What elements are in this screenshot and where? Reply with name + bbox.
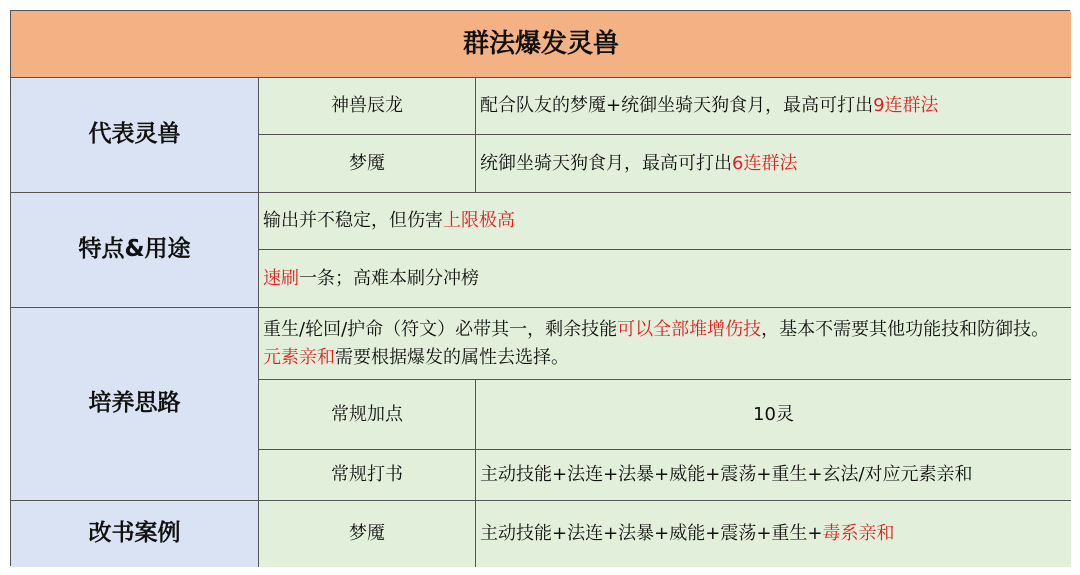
pet-name-chenlong: 神兽辰龙 [259, 78, 476, 135]
books-label: 常规打书 [259, 450, 476, 501]
pet-guide-table [10, 10, 1070, 566]
pet-desc-mengyan [476, 135, 1071, 193]
case-pet-name: 梦魇 [259, 501, 476, 567]
desc-text: 需要根据爆发的属性去选择。 [335, 346, 569, 368]
desc-text: 重生/轮回/护命（符文）必带其一，剩余技能 [263, 318, 618, 340]
features-line-2 [259, 250, 1071, 308]
highlight-text: 上限极高 [443, 210, 515, 232]
desc-text: ，基本不需要其他功能技和防御技。 [761, 318, 1050, 340]
category-features: 特点&用途 [11, 193, 259, 308]
highlight-text: 速刷 [263, 267, 299, 289]
highlight-text: 6连群法 [732, 152, 798, 174]
highlight-text: 可以全部堆增伤技 [617, 318, 762, 340]
case-value [476, 501, 1071, 567]
features-line-1 [259, 193, 1071, 250]
category-training: 培养思路 [11, 308, 259, 501]
highlight-text: 元素亲和 [263, 346, 335, 368]
desc-text: 统御坐骑天狗食月，最高可打出 [480, 152, 732, 174]
table-title: 群法爆发灵兽 [11, 11, 1071, 78]
training-description [259, 308, 1071, 380]
pet-desc-chenlong [476, 78, 1071, 135]
desc-text: 配合队友的梦魇+统御坐骑天狗食月，最高可打出 [480, 95, 874, 117]
points-label: 常规加点 [259, 380, 476, 450]
highlight-text: 9连群法 [873, 95, 939, 117]
desc-text: 输出并不稳定，但伤害 [263, 210, 443, 232]
books-value: 主动技能+法连+法暴+威能+震荡+重生+玄法/对应元素亲和 [476, 450, 1071, 501]
highlight-text: 毒系亲和 [822, 523, 895, 545]
pet-name-mengyan: 梦魇 [259, 135, 476, 193]
category-case: 改书案例 [11, 501, 259, 567]
desc-text: 主动技能+法连+法暴+威能+震荡+重生+ [480, 523, 823, 545]
category-representative: 代表灵兽 [11, 78, 259, 193]
desc-text: 一条；高难本刷分冲榜 [299, 267, 479, 289]
points-value: 10灵 [476, 380, 1071, 450]
